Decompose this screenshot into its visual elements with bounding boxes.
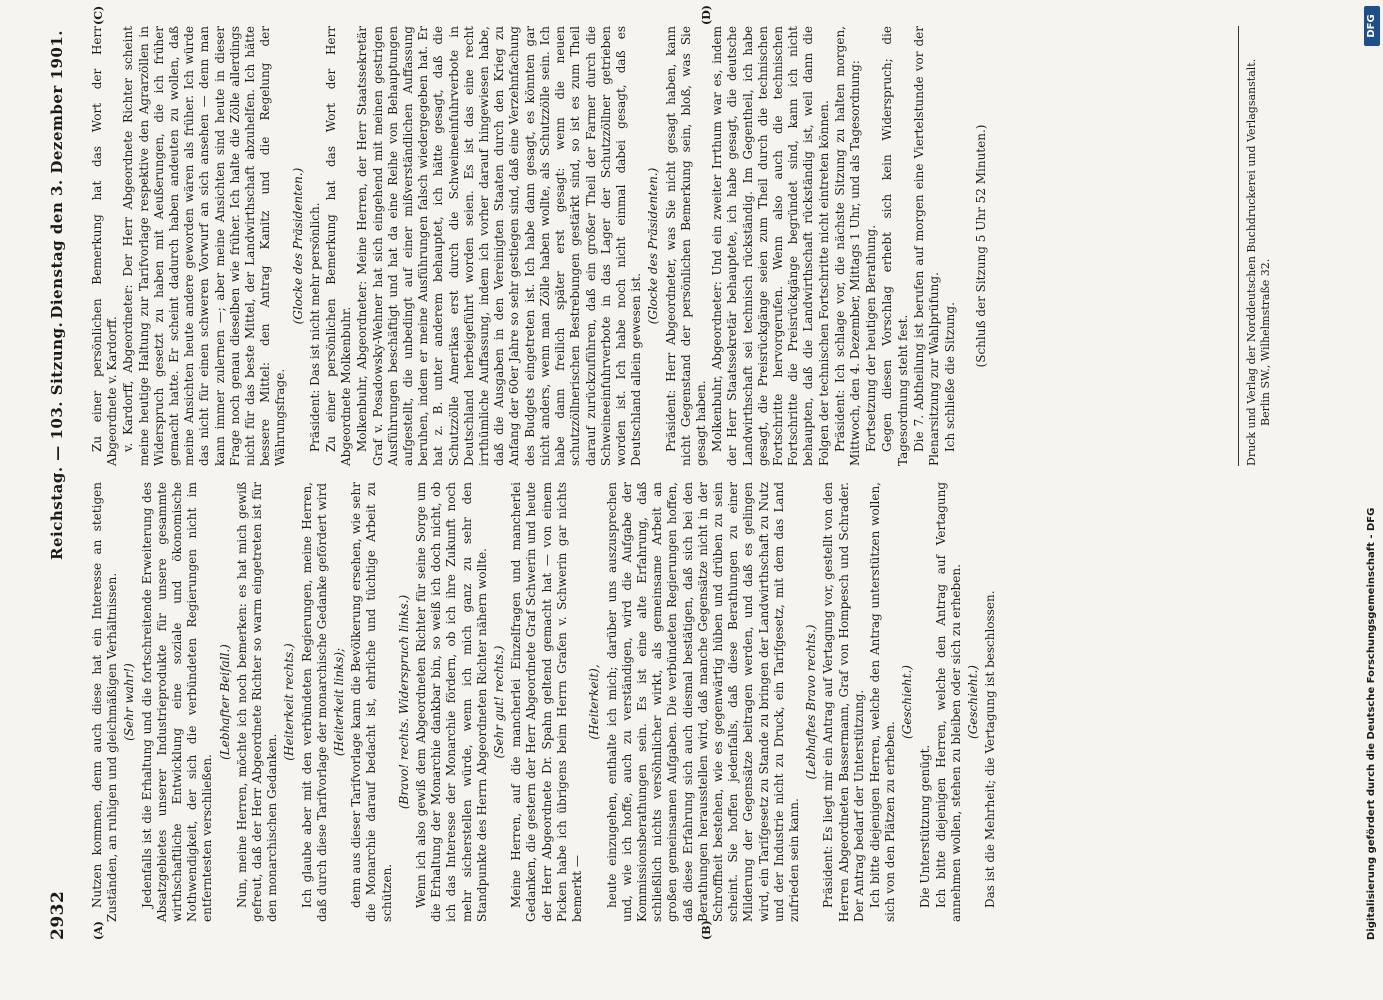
page-number: 2932 [48, 890, 68, 940]
paragraph: Gegen diesen Vorschlag erhebt sich kein Widerspruch; die Tagesordnung steht fest. [880, 26, 910, 466]
imprint-address: Berlin SW., Wilhelmstraße 32. [1259, 258, 1272, 426]
paragraph: Präsident: Ich schlage vor, die nächste Sitzung zu halten morgen, Mittwoch, den 4. Dezember, Mittags 1 Uhr, und als Tagesordnung: [832, 26, 862, 466]
paragraph: Nun, meine Herren, möchte ich noch bemerken: es hat mich gewiß gefreut, daß der Herr Abgeordnete Richter so warm eingetreten ist für den monarchischen Gedanken. [234, 482, 280, 922]
paragraph: Ich bitte diejenigen Herren, welche den Antrag auf Vertagung annehmen wollen, stehen zu bleiben oder sich zu erheben. [933, 482, 963, 922]
interjection: (Glocke des Präsidenten.) [646, 167, 661, 325]
paragraph: denn aus dieser Tarifvorlage kann die Bevölkerung ersehen, wie sehr die Monarchie darauf bedacht ist, ehrliche und tüchtige Arbeit zu schützen. [349, 482, 394, 922]
interjection: (Heiterkeit links); [332, 647, 347, 757]
paragraph: Zu einer persönlichen Bemerkung hat das Wort der Herr Abgeordnete Molkenbuhr. [324, 26, 354, 466]
paragraph: Fortsetzung der heutigen Berathung. [864, 224, 879, 452]
paragraph: Molkenbuhr, Abgeordneter: Meine Herren, der Herr Staatssekretär Graf v. Posadowsky-Wehner hat sich eingehend mit meinen gestrigen Ausführungen beschäftigt und hat da eine Reihe von Behauptungen aufgestellt, die unbedingt auf einer mißverständlichen Auffassung beruhen, indem er meine Ausführungen falsch wiedergegeben hat. Er hat z. B. unter anderem behauptet, ich hätte gesagt, daß die Schutzzölle Amerikas erst durch die Schweineeinfuhrverbote in Deutschland herbeigeführt worden seien. Es ist das eine recht irrthümliche Auffassung, indem ich vorher darauf hingewiesen habe, daß die Ausgaben in den Vereinigten Staaten durch den Krieg zu Anfang der 60er Jahre so sehr gestiegen sind, daß eine Verzehnfachung des Budgets eingetreten ist. Ich habe dann gesagt, es könnten gar nicht anders, wenn man Zölle haben wollte, als Schutzzölle sein. Ich habe dann freilich später erst gesagt: wenn die neuen schutzzöllnerischen Bestrebungen gestärkt sind, so ist es zum Theil darauf zurückzuführen, daß ein großer Theil der Farmer durch die Schweineeinfuhrverbote in das Lager der Schutzzöllner getrieben worden ist. Ich habe noch nicht einmal dabei gesagt, daß es Deutschland allein gewesen ist. [355, 26, 644, 466]
paragraph: heute einzugehen, enthalte ich mich; darüber uns auszusprechen und, wie ich hoffe, auch zu verständigen, wird die Aufgabe der Kommissionsberathungen sein. Es ist eine alte Erfahrung, daß schließlich nichts versöhnlicher wirkt, als gemeinsame Arbeit an großen gemeinsamen Aufgaben. Die verbündeten Regierungen hoffen, daß diese Erfahrung sich auch diesmal bestätigen, daß sich bei den Berathungen herausstellen wird, daß manche Gegensätze nicht in der Schroffheit bestehen, wie es gegenwärtig hüben und drüben zu sein scheint. Sie hoffen jedenfalls, daß diese Berathungen zu einer Milderung der Gegensätze beitragen werden, und daß es gelingen wird, ein Tarifgesetz zu Stande zu bringen der Landwirthschaft zu Nutz und der Industrie nicht zu Druck, ein Tarifgesetz, mit dem das Land zufrieden sein kann. [604, 482, 801, 922]
paragraph: Ich glaube aber mit den verbündeten Regierungen, meine Herren, daß durch diese Tarifvorlage der monarchische Gedanke gefördert wird [299, 482, 329, 922]
right-column [90, 26, 991, 466]
interjection: (Geschieht.) [900, 665, 915, 739]
margin-mark-d: (D) [700, 5, 713, 25]
paragraph: Das ist die Mehrheit; die Vertagung ist beschlossen. [983, 590, 998, 908]
paragraph: Molkenbuhr, Abgeordneter: Und ein zweiter Irrthum war es, indem der Herr Staatssekretär behauptete, ich habe gesagt, die deutsche Landwirthschaft sei technisch rückständig. Im Gegentheil, ich habe gesagt, die Preisrückgänge seien zum Theil durch die technischen Fortschritte hervorgerufen. Wenn also auch die technischen Fortschritte die Preisrückgänge begründet sind, kann ich nicht behaupten, daß die Landwirthschaft rückständig ist, weil dann die Folgen der technischen Fortschritte nicht eintreten können. [710, 26, 831, 466]
session-closing: (Schluß der Sitzung 5 Uhr 52 Minuten.) [974, 124, 989, 368]
session-date: Dienstag den 3. Dezember 1901. [48, 30, 66, 319]
dfg-logo-text: DFG [1366, 14, 1377, 38]
interjection: (Heiterkeit), [587, 664, 602, 740]
paragraph: Nutzen kommen, denn auch diese hat ein Interesse an stetigen Zuständen, an ruhigen und gleichmäßigen Verhältnissen. [90, 482, 120, 922]
interjection: (Lebhaftes Bravo rechts.) [804, 624, 819, 780]
running-header [38, 30, 72, 940]
paragraph: Jedenfalls ist die Erhaltung und die fortschreitende Erweiterung des Absatzgebietes unserer Industrieprodukte für unsere gesammte wirthschaftliche Entwicklung eine soziale und ökonomische Nothwendigkeit, der sich die verbündeten Regierungen nicht im entferntesten verschließen. [139, 482, 215, 922]
session-title: Reichstag. — 103. Sitzung. [48, 321, 66, 560]
interjection: (Heiterkeit rechts.) [282, 643, 297, 761]
margin-mark-b: (B) [700, 920, 713, 940]
left-column [90, 482, 1000, 922]
interjection: (Sehr wahr!) [122, 663, 137, 741]
interjection: (Lebhafter Beifall.) [217, 644, 232, 760]
paragraph: Wenn ich also gewiß dem Abgeordneten Richter für seine Sorge um die Erhaltung der Monarchie dankbar bin, so weiß ich doch nicht, ob ich das Interesse der Monarchie fördern, ob ich ihre Zukunft noch mehr sicherstellen würde, wenn ich mich ganz zu sehr den Standpunkte des Herrn Abgeordneten Richter nähern wollte. [414, 482, 489, 922]
paragraph: Ich schließe die Sitzung. [943, 302, 958, 452]
interjection: (Glocke des Präsidenten.) [290, 167, 305, 325]
paragraph: Präsident: Herr Abgeordneter, was Sie nicht gesagt haben, kann nicht Gegenstand der persönlichen Bemerkung sein, bloß, was Sie gesagt haben. [663, 26, 708, 466]
paragraph: Präsident: Das ist nicht mehr persönlich. [307, 202, 322, 452]
paragraph: Die 7. Abtheilung ist berufen auf morgen eine Viertelstunde vor der Plenarsitzung zur Wahlprüfung. [911, 26, 941, 466]
paragraph: Meine Herren, auf die mancherlei Einzelfragen und mancherlei Gedanken, die gestern der Herr Abgeordnete Graf Schwerin und heute der Herr Abgeordnete Dr. Spahn geltend gemacht hat — von einem Picken habe ich übrigens beim Herrn Grafen v. Schwerin gar nichts bemerkt — [509, 482, 585, 922]
printer-imprint [1238, 26, 1273, 466]
paragraph: Ich bitte diejenigen Herren, welche den Antrag unterstützen wollen, sich von den Plätzen zu erheben. [867, 482, 898, 922]
paragraph: Zu einer persönlichen Bemerkung hat das Wort der Herr Abgeordnete v. Kardorff. [90, 26, 120, 466]
interjection: (Bravo! rechts. Widerspruch links.) [396, 594, 411, 810]
interjection: (Sehr gut! rechts.) [492, 645, 507, 759]
imprint-line: Druck und Verlag der Norddeutschen Buchdruckerei und Verlagsanstalt. [1245, 58, 1258, 466]
margin-mark-a: (A) [92, 921, 105, 940]
dfg-funding-note: Digitalisierung gefördert durch die Deutsche Forschungsgemeinschaft - DFG [1366, 507, 1377, 940]
interjection: (Geschieht.) [966, 665, 981, 739]
margin-mark-c: (C) [92, 5, 105, 25]
paragraph: Die Unterstützung genügt. [917, 744, 932, 908]
paragraph: Präsident: Es liegt mir ein Antrag auf Vertagung vor, gestellt von den Herren Abgeordneten Bassermann, Graf von Hompesch und Schrader. Der Antrag bedarf der Unterstützung. [821, 482, 866, 922]
dfg-sidebar [1362, 0, 1383, 1000]
paragraph: v. Kardorff, Abgeordneter: Der Herr Abgeordnete Richter scheint meine heutige Haltung zur Tarifvorlage respektive den Agrarzöllen in Widerspruch gesetzt zu haben mit Aeußerungen, die ich früher gemacht hatte. Er scheint dadurch haben andeuten zu wollen, daß meine Ansichten heute andere geworden wären als früher. Ich würde das nicht für einen schweren Vorwurf an sich ansehen — denn man kann immer zulernen —; aber meine Ansichten sind heute in dieser Frage noch genau dieselben wie früher. Ich halte die Zölle allerdings nicht für das beste Mittel, der Landwirthschaft abzuhelfen. Ich hätte bessere Mittel: den Antrag Kanitz und die Regelung der Währungsfrage. [121, 26, 288, 466]
